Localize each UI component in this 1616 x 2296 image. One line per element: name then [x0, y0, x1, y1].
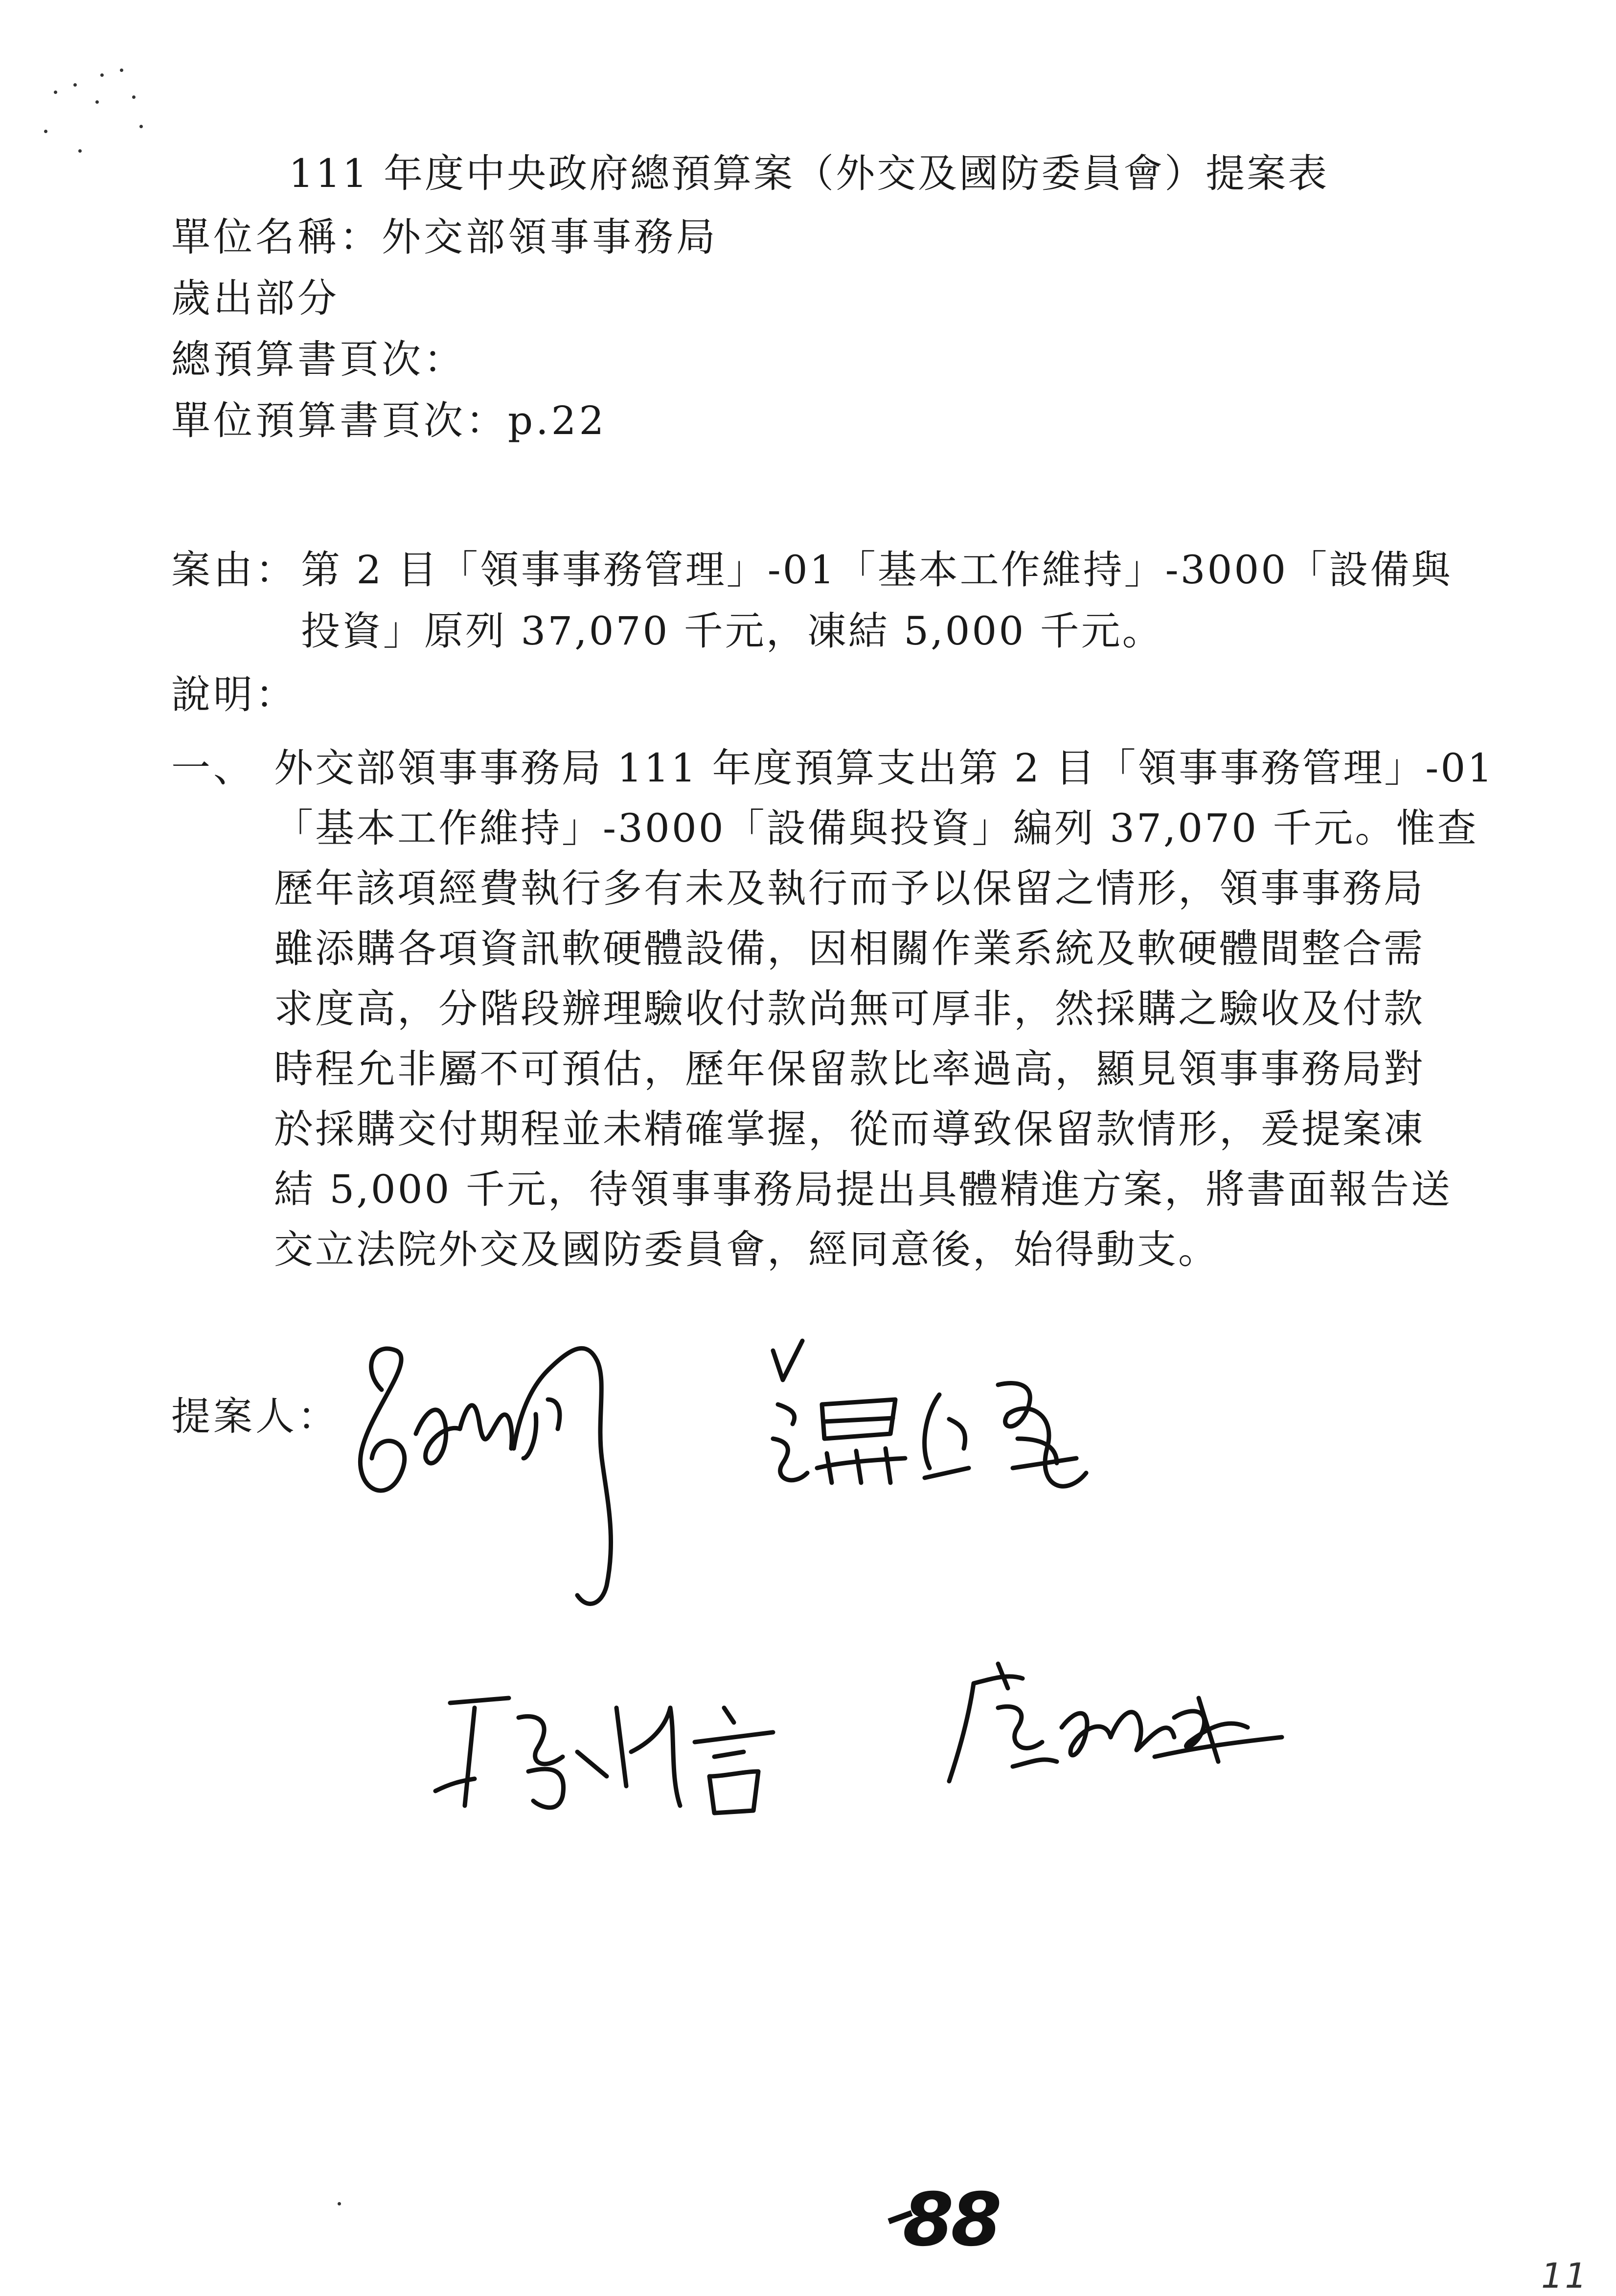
scan-speck	[44, 130, 47, 133]
explanation-line: 「基本工作維持」-3000「設備與投資」編列 37,070 千元。惟查	[274, 805, 1479, 851]
signature-3	[421, 1678, 890, 1825]
explanation-line: 時程允非屬不可預估，歷年保留款比率過高，顯見領事事務局對	[274, 1046, 1425, 1092]
item-number: 一、	[171, 745, 255, 791]
case-line: 第 2 目「領事事務管理」-01「基本工作維持」-3000「設備與	[301, 547, 1453, 593]
signature-1	[342, 1311, 675, 1625]
explanation-line: 於採購交付期程並未精確掌握，從而導致保留款情形，爰提案凍	[274, 1106, 1425, 1152]
explanation-line: 外交部領事事務局 111 年度預算支出第 2 目「領事事務管理」-01	[274, 745, 1495, 791]
scan-speck	[78, 149, 82, 153]
general-budget-page: 總預算書頁次：	[171, 337, 466, 382]
explanation-line: 交立法院外交及國防委員會，經同意後，始得動支。	[274, 1227, 1219, 1272]
explanation-line: 雖添購各項資訊軟硬體設備，因相關作業系統及軟硬體間整合需	[274, 926, 1425, 971]
scan-speck	[73, 83, 77, 87]
scan-speck	[338, 2202, 341, 2205]
scan-speck	[139, 125, 143, 128]
section-label: 歲出部分	[171, 276, 340, 321]
corner-mark: 11	[1541, 2256, 1589, 2296]
document-title: 111 年度中央政府總預算案（外交及國防委員會）提案表	[289, 151, 1329, 196]
explanation-line: 求度高，分階段辦理驗收付款尚無可厚非，然採購之驗收及付款	[274, 986, 1425, 1032]
scan-speck	[54, 91, 57, 94]
signature-4	[944, 1644, 1287, 1801]
case-label: 案由：	[171, 547, 297, 593]
unit-name: 單位名稱：外交部領事事務局	[171, 214, 718, 260]
case-line: 投資」原列 37,070 千元，凍結 5,000 千元。	[301, 608, 1163, 654]
explanation-line: 結 5,000 千元，待領事事務局提出具體精進方案，將書面報告送	[274, 1167, 1452, 1212]
scan-speck	[100, 73, 104, 77]
scan-speck	[95, 100, 99, 104]
scan-speck	[132, 95, 136, 99]
signature-2	[763, 1341, 1115, 1527]
proposer-label: 提案人：	[171, 1394, 340, 1439]
page-number: 88	[903, 2178, 999, 2263]
explanation-label: 說明：	[171, 672, 297, 717]
explanation-line: 歷年該項經費執行多有未及執行而予以保留之情形，領事事務局	[274, 866, 1425, 911]
scan-speck	[120, 69, 123, 72]
unit-budget-page: 單位預算書頁次：p.22	[171, 398, 607, 443]
